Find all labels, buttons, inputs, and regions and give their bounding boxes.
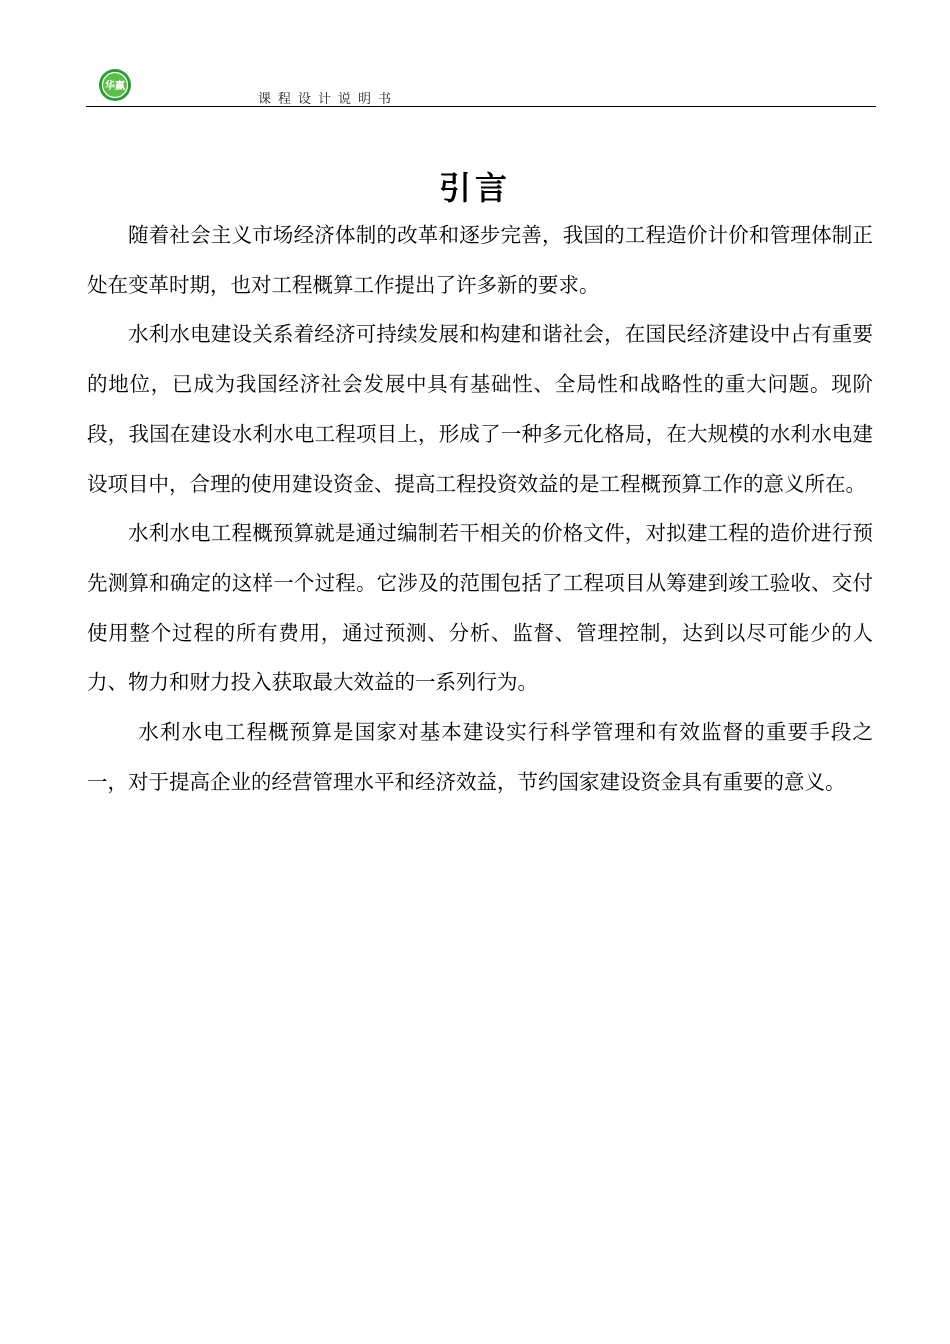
paragraph-4: 水利水电工程概预算是国家对基本建设实行科学管理和有效监督的重要手段之一，对于提高企业的经营管理水平和经济效益，节约国家建设资金具有重要的意义。 <box>87 720 873 794</box>
paragraph-3: 水利水电工程概预算就是通过编制若干相关的价格文件，对拟建工程的造价进行预先测算和确定的这样一个过程。它涉及的范围包括了工程项目从筹建到竣工验收、交付使用整个过程的所有费用，通过预测、分析、监督、管理控制，达到以尽可能少的人力、物力和财力投入获取最大效益的一系列行为。 <box>87 521 873 695</box>
paragraph-1: 随着社会主义市场经济体制的改革和逐步完善，我国的工程造价计价和管理体制正处在变革时期，也对工程概算工作提出了许多新的要求。 <box>87 223 873 297</box>
paragraph-2: 水利水电建设关系着经济可持续发展和构建和谐社会，在国民经济建设中占有重要的地位，已成为我国经济社会发展中具有基础性、全局性和战略性的重大问题。现阶段，我国在建设水利水电工程项目上，形成了一种多元化格局，在大规模的水利水电建设项目中，合理的使用建设资金、提高工程投资效益的是工程概预算工作的意义所在。 <box>87 322 873 496</box>
header-title: 课程设计说明书 <box>258 92 399 107</box>
document-body <box>87 211 873 807</box>
page-title: 引言 <box>438 169 511 207</box>
logo-icon <box>98 68 132 102</box>
page-header <box>86 64 876 107</box>
logo-text: 华赢 <box>105 81 125 92</box>
